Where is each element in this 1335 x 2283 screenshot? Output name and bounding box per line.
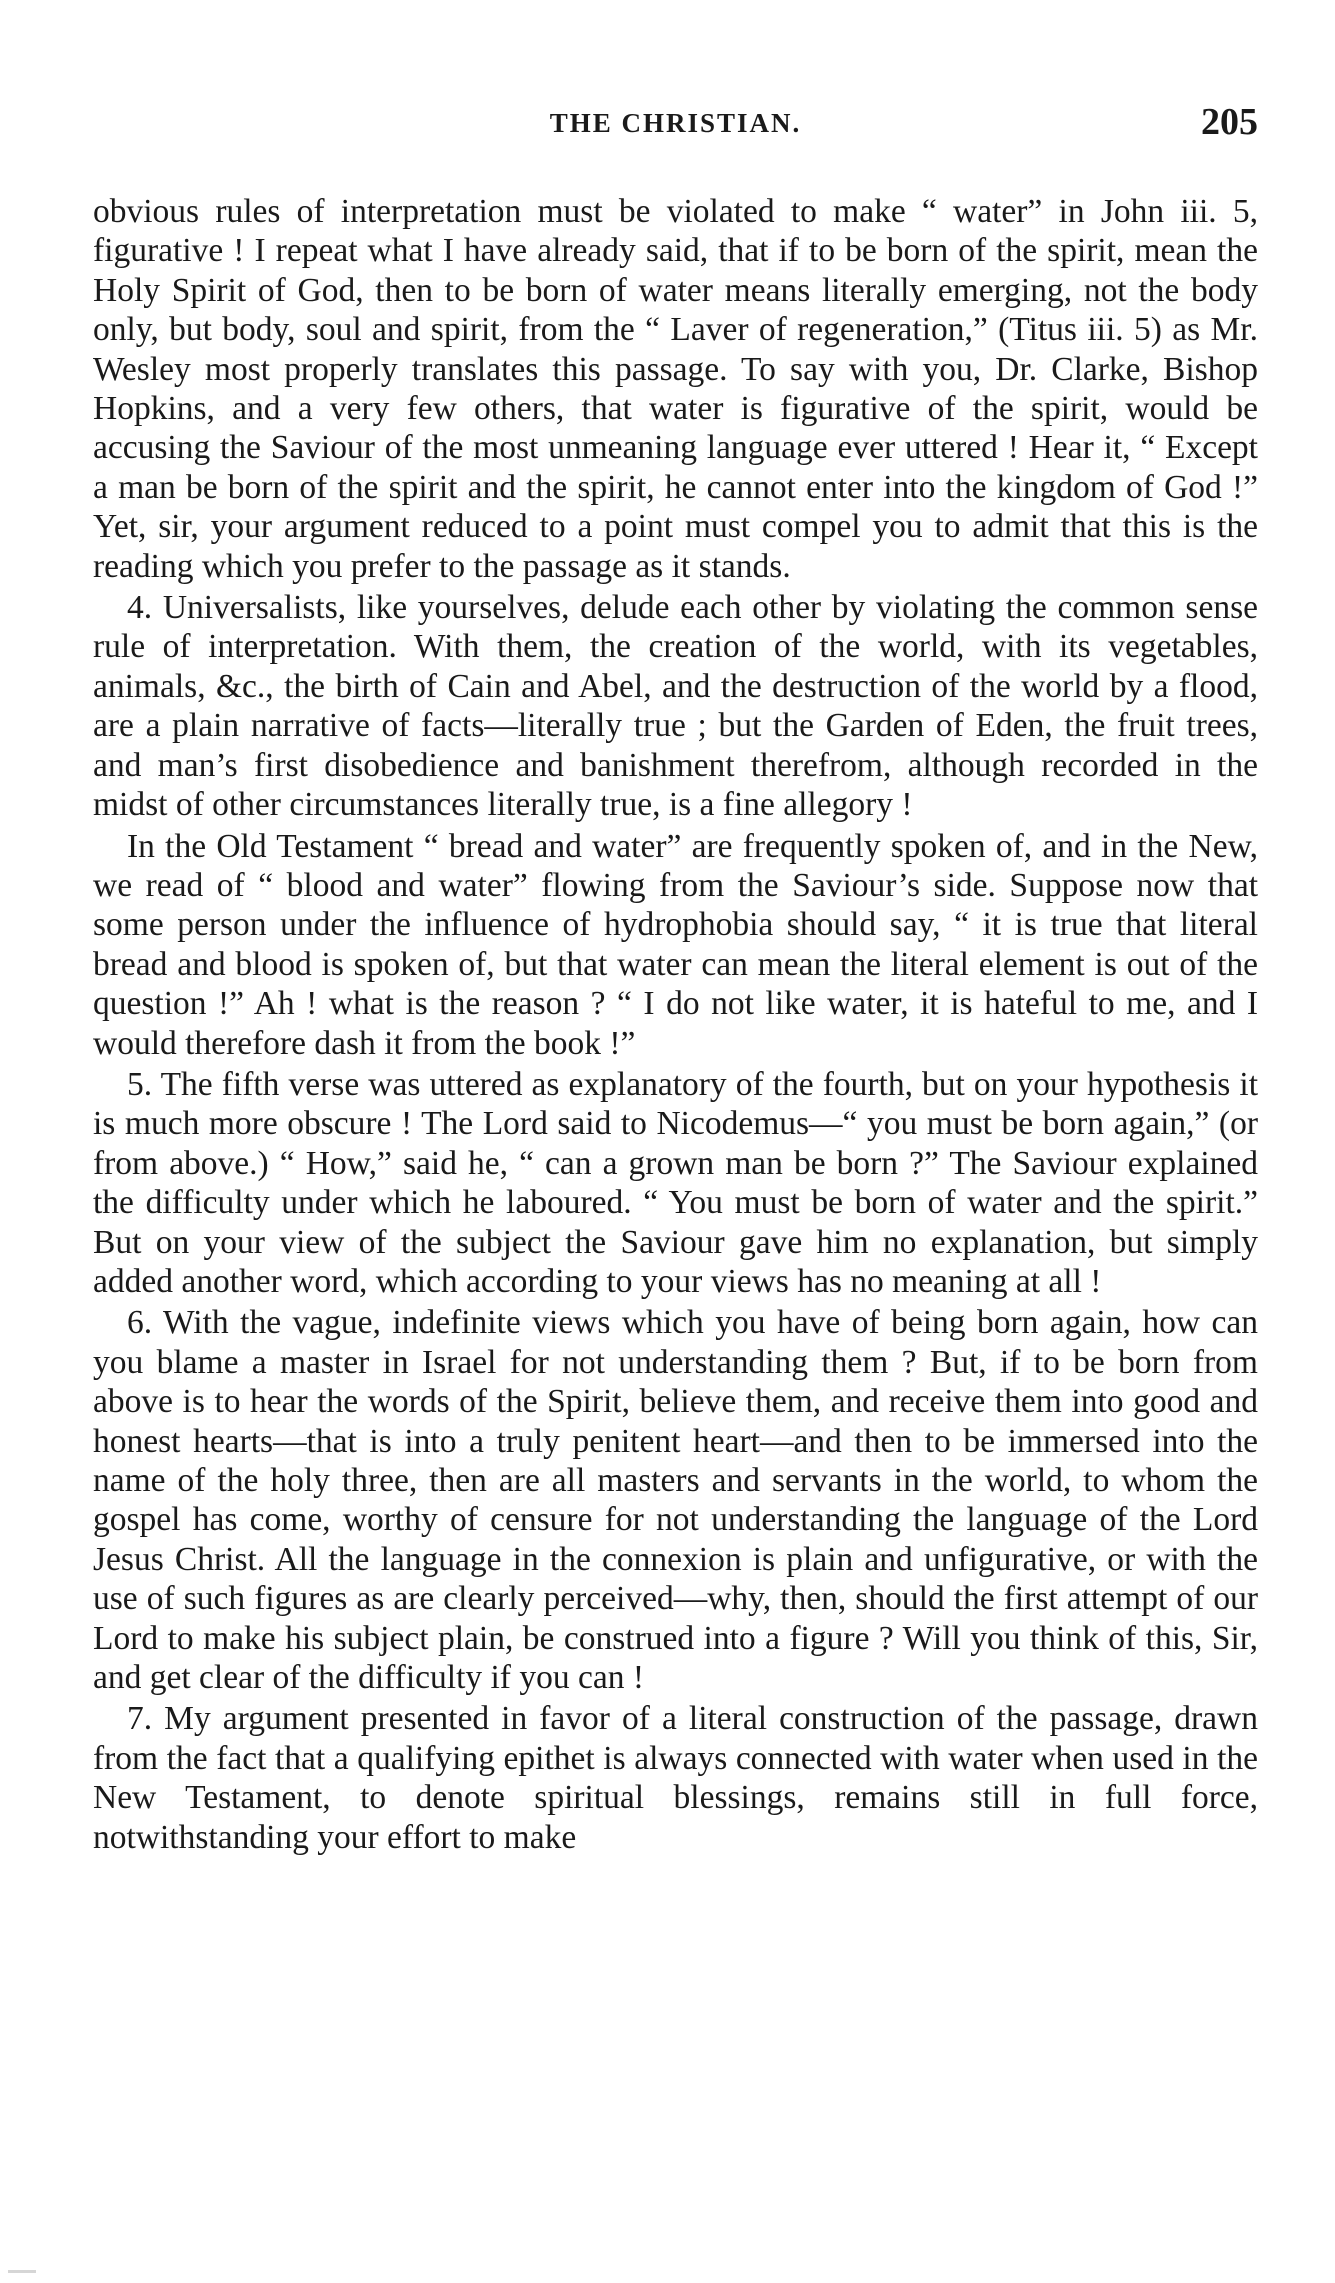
page-number: 205 bbox=[1201, 101, 1258, 143]
paragraph-7-argument: 7. My argument presented in favor of a literal construction of the passage, drawn from the fact that a qualifying epithet is always connected with water when used in the New Testament, to denote spiritual blessings, remains still in full force, notwithstanding your effort to make bbox=[93, 1700, 1258, 1856]
running-header bbox=[93, 100, 1258, 148]
paragraph-old-testament: In the Old Testament “ bread and water” are frequently spoken of, and in the New, we read of “ blood and water” flowing from the Saviour’s side. Suppose now that some person under the influence of hydrophobia should say, “ it is true that literal bread and blood is spoken of, but that water can mean the literal element is out of the question !” Ah ! what is the reason ? “ I do not like water, it is hateful to me, and I would therefore dash it from the book !” bbox=[93, 827, 1258, 1062]
running-title: THE CHRISTIAN. bbox=[549, 108, 802, 138]
scan-speck bbox=[8, 2270, 36, 2273]
paragraph-5-fifth-verse: 5. The fifth verse was uttered as explanatory of the fourth, but on your hypothesis it is much more obscure ! The Lord said to Nicodemus—“ you must be born again,” (or from above.) “ How,” said he, “ can a grown man be born ?” The Saviour explained the difficulty under which he laboured. “ You must be born of water and the spirit.” But on your view of the subject the Saviour gave him no explanation, but simply added another word, which according to your views has no meaning at all ! bbox=[93, 1065, 1258, 1300]
paragraph-4-universalists: 4. Universalists, like yourselves, delude each other by violating the common sense rule of interpretation. With them, the creation of the world, with its vegetables, animals, &c., the birth of Cain and Abel, and the destruction of the world by a flood, are a plain narrative of facts—literally true ; but the Garden of Eden, the fruit trees, and man’s first disobedience and banishment therefrom, although recorded in the midst of other circumstances literally true, is a fine allegory ! bbox=[93, 589, 1258, 824]
book-page bbox=[93, 100, 1258, 1857]
paragraph-6-vague-views: 6. With the vague, indefinite views which you have of being born again, how can you blame a master in Israel for not understanding them ? But, if to be born from above is to hear the words of the Spirit, believe them, and receive them into good and honest hearts—that is into a truly penitent heart—and then to be immersed into the name of the holy three, then are all masters and servants in the world, to whom the gospel has come, worthy of censure for not understanding the language of the Lord Jesus Christ. All the language in the connexion is plain and unfigurative, or with the use of such figures as are clearly perceived—why, then, should the first attempt of our Lord to make his subject plain, be construed into a figure ? Will you think of this, Sir, and get clear of the difficulty if you can ! bbox=[93, 1304, 1258, 1697]
body-text bbox=[93, 192, 1258, 1857]
paragraph-continuation: obvious rules of interpretation must be violated to make “ water” in John iii. 5, figurative ! I repeat what I have already said, that if to be born of the spirit, mean the Holy Spirit of God, then to be born of water means literally emerging, not the body only, but body, soul and spirit, from the “ Laver of regeneration,” (Titus iii. 5) as Mr. Wesley most properly translates this passage. To say with you, Dr. Clarke, Bishop Hopkins, and a very few others, that water is figurative of the spirit, would be accusing the Saviour of the most unmeaning language ever uttered ! Hear it, “ Except a man be born of the spirit and the spirit, he cannot enter into the kingdom of God !” Yet, sir, your argument reduced to a point must compel you to admit that this is the reading which you prefer to the passage as it stands. bbox=[93, 193, 1258, 585]
